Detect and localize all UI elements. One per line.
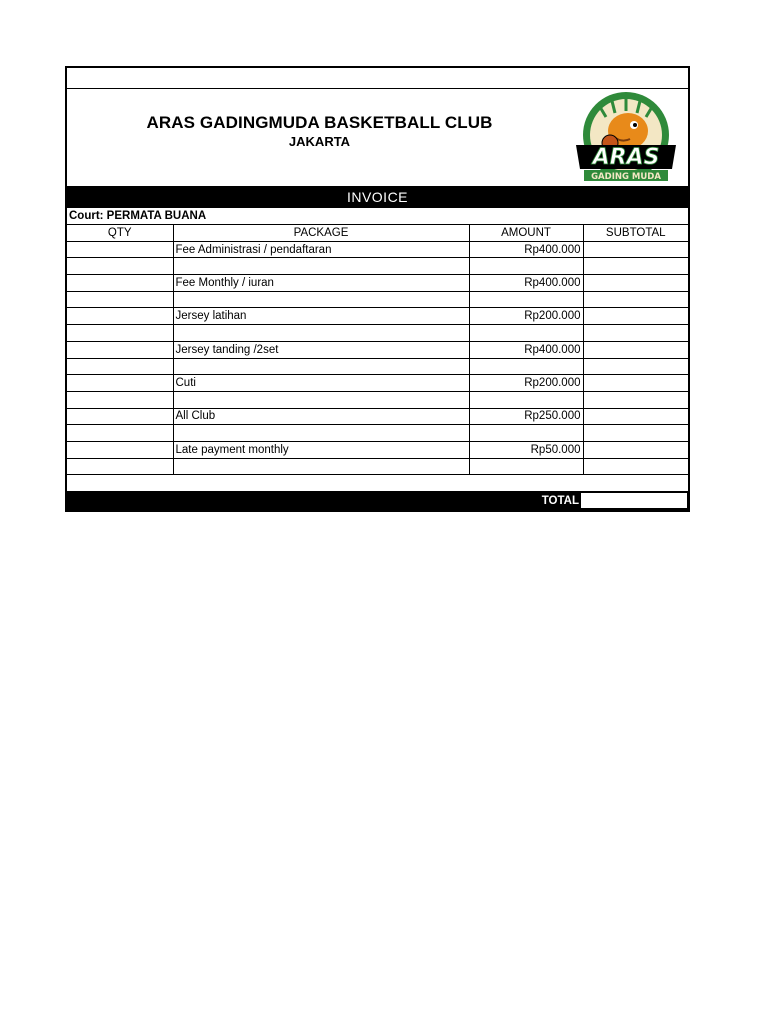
logo-text-sub: GADING MUDA: [591, 172, 661, 182]
qty-cell[interactable]: [67, 258, 173, 275]
amount-cell: Rp400.000: [469, 341, 583, 358]
total-bar: [67, 492, 688, 510]
package-cell: Fee Monthly / iuran: [173, 275, 469, 292]
subtotal-cell[interactable]: [583, 275, 688, 292]
table-row: [67, 325, 688, 342]
qty-cell[interactable]: [67, 308, 173, 325]
table-row: [67, 425, 688, 442]
amount-cell: Rp250.000: [469, 408, 583, 425]
club-city: JAKARTA: [288, 134, 351, 149]
table-row: [67, 375, 688, 392]
package-cell: [173, 291, 469, 308]
subtotal-cell[interactable]: [583, 441, 688, 458]
top-blank-row: [67, 68, 688, 89]
subtotal-cell[interactable]: [583, 291, 688, 308]
package-cell: [173, 391, 469, 408]
subtotal-cell[interactable]: [583, 341, 688, 358]
blank-row: [67, 475, 688, 492]
qty-cell[interactable]: [67, 275, 173, 292]
blank-cell: [67, 475, 688, 492]
package-cell: [173, 458, 469, 475]
amount-cell: Rp400.000: [469, 241, 583, 258]
amount-cell: [469, 258, 583, 275]
column-header-subtotal: SUBTOTAL: [583, 225, 688, 242]
total-label: TOTAL: [541, 495, 579, 507]
package-cell: [173, 258, 469, 275]
table-row: [67, 358, 688, 375]
amount-cell: [469, 458, 583, 475]
package-cell: [173, 325, 469, 342]
subtotal-cell[interactable]: [583, 458, 688, 475]
invoice-title-bar: INVOICE: [67, 186, 688, 208]
package-cell: All Club: [173, 408, 469, 425]
package-cell: [173, 358, 469, 375]
qty-cell[interactable]: [67, 425, 173, 442]
table-row: [67, 441, 688, 458]
qty-cell[interactable]: [67, 408, 173, 425]
package-cell: Jersey tanding /2set: [173, 341, 469, 358]
package-cell: Fee Administrasi / pendaftaran: [173, 241, 469, 258]
qty-cell[interactable]: [67, 325, 173, 342]
subtotal-cell[interactable]: [583, 325, 688, 342]
package-cell: [173, 425, 469, 442]
amount-cell: [469, 391, 583, 408]
table-row: [67, 341, 688, 358]
qty-cell[interactable]: [67, 391, 173, 408]
table-row: [67, 291, 688, 308]
invoice-sheet: [65, 66, 690, 512]
table-row: [67, 458, 688, 475]
amount-cell: [469, 358, 583, 375]
table-row: [67, 241, 688, 258]
column-header-package: PACKAGE: [173, 225, 469, 242]
invoice-header: [67, 89, 688, 186]
qty-cell[interactable]: [67, 375, 173, 392]
column-header-qty: QTY: [67, 225, 173, 242]
qty-cell[interactable]: [67, 291, 173, 308]
total-value-cell[interactable]: [581, 493, 687, 508]
package-cell: Jersey latihan: [173, 308, 469, 325]
subtotal-cell[interactable]: [583, 308, 688, 325]
amount-cell: Rp200.000: [469, 308, 583, 325]
qty-cell[interactable]: [67, 341, 173, 358]
amount-cell: [469, 291, 583, 308]
package-cell: Late payment monthly: [173, 441, 469, 458]
amount-cell: [469, 425, 583, 442]
qty-cell[interactable]: [67, 241, 173, 258]
amount-cell: Rp50.000: [469, 441, 583, 458]
amount-cell: Rp400.000: [469, 275, 583, 292]
club-name: ARAS GADINGMUDA BASKETBALL CLUB: [146, 113, 493, 132]
table-row: [67, 258, 688, 275]
subtotal-cell[interactable]: [583, 391, 688, 408]
subtotal-cell[interactable]: [583, 375, 688, 392]
subtotal-cell[interactable]: [583, 408, 688, 425]
qty-cell[interactable]: [67, 358, 173, 375]
table-row: [67, 391, 688, 408]
package-cell: Cuti: [173, 375, 469, 392]
table-row: [67, 308, 688, 325]
column-header-amount: AMOUNT: [469, 225, 583, 242]
qty-cell[interactable]: [67, 458, 173, 475]
qty-cell[interactable]: [67, 441, 173, 458]
table-header-row: [67, 225, 688, 242]
table-row: [67, 408, 688, 425]
invoice-table: [67, 224, 688, 492]
subtotal-cell[interactable]: [583, 425, 688, 442]
court-label: Court: PERMATA BUANA: [69, 210, 207, 222]
club-logo: [570, 91, 682, 185]
subtotal-cell[interactable]: [583, 241, 688, 258]
table-row: [67, 275, 688, 292]
subtotal-cell[interactable]: [583, 258, 688, 275]
logo-text-main: ARAS: [592, 145, 660, 170]
amount-cell: [469, 325, 583, 342]
amount-cell: Rp200.000: [469, 375, 583, 392]
subtotal-cell[interactable]: [583, 358, 688, 375]
